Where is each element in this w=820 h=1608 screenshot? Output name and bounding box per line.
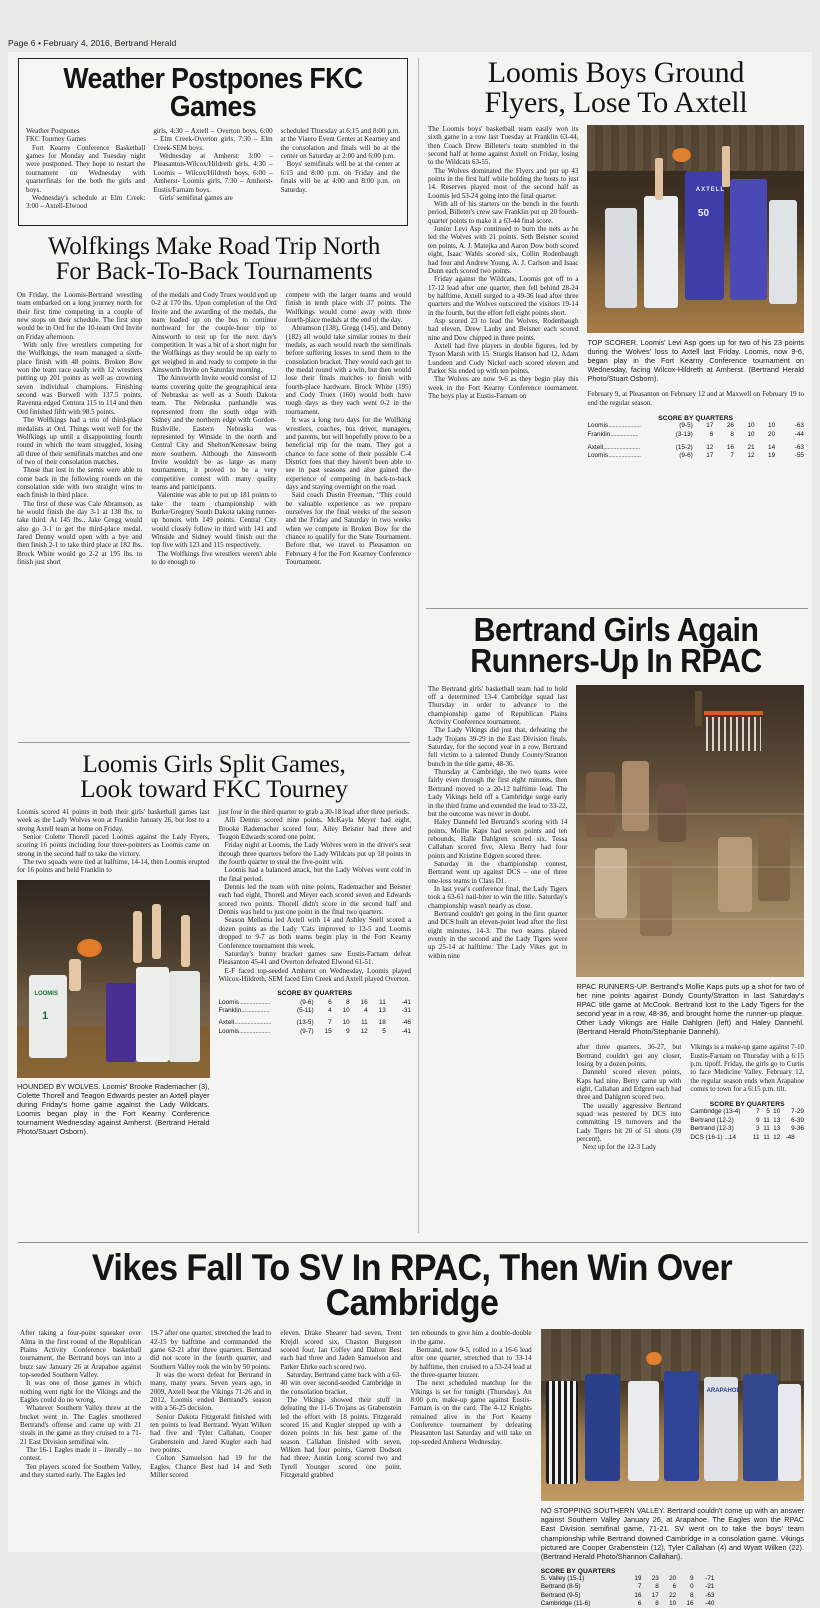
article-bertrand-girls — [424, 611, 808, 1232]
table-row: Cambridge (11-6) 6 8 10 16 -40 — [540, 1600, 715, 1608]
loomis-girls-headline-line1: Loomis Girls Split Games, — [82, 751, 346, 778]
table-row: Cambridge (13-4) 7 5 10 7 -29 — [690, 1108, 804, 1116]
vikes-score-title: SCORE BY QUARTERS — [540, 1567, 616, 1575]
loomis-boys-score-table — [587, 422, 804, 461]
bertrand-girls-photo-caption: RPAC RUNNERS-UP. Bertrand's Mollie Kaps puts up a shot for two of her nine points against Dundy County/Stratton in last Saturday's RPAC title game at McCook. Bertrand lost to the Lady Tigers for the second year in a row, 48-36, and brought home the runner-up plaque. Other Lady Vikings are Halle Dahlgren (left) and Haley Dannehl. (Bertrand Herald Photo/Stephanie Dannehl). — [576, 981, 804, 1037]
bertrand-girls-score-title: SCORE BY QUARTERS — [709, 1101, 785, 1109]
loomis-boys-headline-line1: Loomis Boys Ground — [487, 56, 745, 89]
table-row: S. Valley (15-1) 19 23 20 9 -71 — [540, 1574, 715, 1582]
table-row: Bertrand (8-5) 7 8 6 0 -21 — [540, 1583, 715, 1591]
table-row: Franklin................... (3-13) 6 8 10 20 -44 — [587, 430, 804, 438]
table-row: Loomis...................... (9-5) 17 26 10 10 -63 — [587, 422, 804, 430]
wolfkings-col-2: of the medals and Cody Truex would end up 0-2 at 170 lbs. Upon completion of the Ord Invite and the awarding of the medals, the team loaded up on the bus to continue northward for the couple-hour trip to Ainsworth to rest up for the next day's competition. It was a bit of a short night for the Wolfkings as they would be up early to get weighed in and ready to compete in the Ainsworth Invite on Saturday morning. The Ainsworth Invite would consist of 12 teams covering quite the geographical area of Nebraska as well as a South Dakota team. The Nebraska panhandle was represented from the south edge with Sidney and the northern edge with Gordon-Rushville. Eastern Nebraska was represented by Winside in the north and Central City and Shelton/Kenesaw being more southern. Although the Ainsworth Invite wouldn't be as large as many tournaments, it proved to be a very competitive contest with many quality teams and participants. Valentine was able to put up 181 points to take the team championship with Burke/Gregory South Dakota taking runner-up honors with 149 points. Central City would closely follow in third with 141 and Winside and Sidney would finish out the top five with 123 and 115 respectively. The Wolfkings five wrestlers weren't able to do enough to — [151, 291, 277, 566]
loomis-boys-col-1: The Loomis boys' basketball team easily won its sixth game in a row last Tuesday at Franklin 63-44, then Coach Drew Billeter's team stumbled in the second half at home against Axtell on Friday, losing to the Wildcats 63-55. The Wolves dominated the Flyers and put up 43 points in the first half while holding the hosts to just 14. Reserves played most of the second half as Loomis led 53-24 going into the final quarter. With all of his starters on the bench in the fourth period, Billeter's crew saw Franklin put up 20 fourth-quarter points to make it a 63-44 final score. Junior Levi Asp continued to burn the nets as he led the Wolves with 21 points. Seth Beisner scored ten points, A. J. Matejka and Aaron Dow both scored eight, Isaac Wahls scored six, Collin Rodenbaugh had four and Andrew Young, A. J. Carlson and Isaac Dunn each scored two points. Friday against the Wildcats, Loomis got off to a 17-12 lead after one quarter, then fell behind 28-24 by halftime. Axtell surged to a 49-36 lead after three quarters and the Wolves outscored the visitors 19-14 in the fourth, but the effort fell eight points short. Asp scored 23 to lead the Wolves, Rodenbaugh had eleven, Drew Lauby and Beisner each scored nine and Dow chipped in three points. Axtell had five players in double figures, led by Tyson Marsh with 15. Sturgis Hanson had 12, Adam Lundeen and Cody Nickel each scored eleven and Parker Sis ended up with ten points. The Wolves are now 9-6 as they begin play this week in the Fort Kearny Conference tournament. The boys play at Eustis-Farnam on — [428, 125, 579, 400]
photo-vikes-southern-valley: ARAPAHOE — [541, 1329, 804, 1501]
score-team: Loomis — [218, 998, 240, 1006]
vikes-col-4: ten rebounds to give him a double-double in the game. Bertrand, now 9-5, rolled to a 16-6 lead after one quarter, stretched that to 33-14 by halftime, then cruised to a 53-24 lead at the three-quarter buzzer. The next scheduled matchup for the Vikings is set for tonight (Thursday). An 8:00 p.m. make-up game against Eustis-Farnam is on the card. The 4-12 Knights remained alive in the Fort Kearny Conference tournament by defeating Pleasanton last Saturday and will take on top-seeded Amherst Wednesday. — [410, 1329, 532, 1446]
loomis-girls-score-title: SCORE BY QUARTERS — [277, 990, 353, 998]
divider-center-vertical — [418, 58, 419, 1233]
table-row: Bertrand (9-5) 16 17 22 8 -63 — [540, 1591, 715, 1599]
loomis-boys-tail: February 9, at Pleasanton on February 12 and at Maxwell on February 19 to end the regular season. — [587, 390, 804, 407]
table-row: Loomis..................... (9-6) 6 8 16 11 -41 — [218, 998, 411, 1006]
divider-vikes-top — [18, 1242, 808, 1243]
bertrand-girls-score-table — [690, 1108, 804, 1142]
loomis-girls-photo-caption: HOUNDED BY WOLVES. Loomis' Brooke Rademacher (3), Colette Thorell and Teagon Edwards pester an Axtell player during Friday's home game against the Lady Wildcats. Loomis began play in the Fort Kearny Conference tournament Wednesday against Amherst. (Bertrand Herald Photo/Stuart Osborn). — [17, 1081, 210, 1137]
table-row: Axtell......................... (15-2) 12 16 21 14 -63 — [587, 443, 804, 451]
vikes-score-table — [541, 1575, 715, 1608]
vikes-photo-caption: NO STOPPING SOUTHERN VALLEY. Bertrand couldn't come up with an answer against Southern Valley January 26, at Arapahoe. The Eagles won the RPAC East Division semifinal game, 71-21. SV went on to take the boys' team championship while Bertrand downed Cambridge in a consolation game. Vikings pictured are Cooper Grabenstein (12), Tyler Callahan (4) and Wyatt Wilken (22). (Bertrand Herald Photo/Shannon Callahan). — [540, 1506, 804, 1561]
article-weather-postpones — [18, 58, 408, 226]
weather-col-1: Weather Postpones FKC Tourney Games Fort Kearny Conference Basketball games for Monday and Tuesday night were postponed. They hope to restart the tournament on Wednesday with quarterfinals for the both the girls and boys. Wednesday's schedule at Elm Creek: 3:00 – Axtell-Elwood — [26, 127, 146, 211]
bertrand-girls-col-2: after three quarters, 36-27, but Bertrand couldn't get any closer, losing by a dozen points. Dannehl scored eleven points, Kaps had nine, Berry came up with eight, Callahan and Edgren each had three and Dahlgren scored two. The usually aggressive Bertrand squad was pestered by DCS into committing 19 turnovers and the Lady Tigers hit 20 of 51 shots (39 percent). Next up for the 12-3 Lady — [576, 1043, 682, 1152]
bertrand-girls-headline-line2: Runners-Up In RPAC — [470, 642, 762, 680]
table-row: Franklin................... (5-11) 4 10 4 13 -31 — [218, 1006, 411, 1014]
weather-headline: Weather Postpones FKC Games — [63, 63, 363, 123]
weather-col-2: girls, 4:30 – Axtell – Overton boys, 6:00 – Elm Creek-Overton girls, 7:30 – Elm Creek-SEM boys. Wednesday at Amherst: 3:00 – Pleasanton-Wilcox/Hildreth girls, 4:30 – Loomis – Wilcox/Hildreth boys, 6:00 – Amherst- Loomis girls, 7:30 – Amherst- Eustis/Farnam boys. Girls' semifinal games are — [153, 127, 273, 202]
loomis-boys-score-title: SCORE BY QUARTERS — [658, 415, 734, 423]
wolfkings-headline-line2: For Back-To-Back Tournaments — [55, 258, 373, 285]
wolfkings-col-3: compete with the larger teams and would finish in tenth place with 37 points. The Wolfkings would come away with three fourth-place medals at the end of the day. Abramson (138), Gregg (145), and Denny (182) all would take similar routes to their medals, as each would reach the semifinals before suffering losses to send them to the consolation bracket. They would each get to the medal round with a win, but then would lose their finals matches to finish with fourth-place hardware. Brock White (195) and Cody Truex (160) would both have tough days as they each went 0-2 in the tournament. It was a long two days for the Wolfking wrestlers, coaches, bus driver, managers, and parents, but will hopefully prove to be a beneficial trip for the team. They got a chance to face some of their possible C-4 District foes that they haven't been able to see in past seasons and also gained the experience of competing in back-to-back days and staying overnight on the road. Said coach Dustin Freeman, "This could be valuable experience as we prepare ourselves for the final weeks of the season and the Friday and Saturday in two weeks when we compete in Broken Bow for the chance to qualify for the State Tournament. Before that, we travel to Pleasanton on February 4 for the Fort Kearney Conference Tournament. — [285, 291, 411, 566]
bertrand-girls-col-3: Vikings is a make-up game against 7-10 Eustis-Farnam on Thursday with a 6:15 p.m. tipoff. Friday, the girls go to Curtis to face Medicine Valley. February 12, the regular season ends when Arapahoe comes to town for a 6:15 p.m. tilt. — [690, 1043, 804, 1093]
article-vikes — [14, 1247, 810, 1608]
page-sheet — [8, 52, 812, 1608]
page-folio: Page 6 • February 4, 2016, Bertrand Herald — [8, 38, 177, 48]
divider-wolfkings-bottom — [18, 742, 410, 743]
bertrand-girls-headline-line1: Bertrand Girls Again — [473, 611, 759, 648]
vikes-col-3: eleven. Drake Shearer had seven, Trent Krejdl scored six, Chaston Burgeson scored four, Ian Coffey and Dalton Best each had three and Jaden Samuelson and Parker Ehrke each scored two. Saturday, Bertrand came back with a 63-40 win over second-seeded Cambridge in the consolation bracket. The Vikings showed their stuff in defeating the 11-6 Trojans as Grabenstein led the effort with 18 points. Fitzgerald scored 16 and Kugler stepped up with a dozen points in his best game of the season. Callahan finished with seven, Wilken had four points, Garrett Dodson had three, Austin Long scored two and Tyrell Younger scored one point. Fitzgerald grabbed — [280, 1329, 402, 1480]
loomis-girls-headline-line2: Look toward FKC Tourney — [80, 776, 348, 803]
score-record: (9-6) — [300, 998, 314, 1006]
table-row: Loomis..................... (9-7) 15 9 12 5 -41 — [218, 1027, 411, 1035]
vikes-headline: Vikes Fall To SV In RPAC, Then Win Over Cambridge — [91, 1247, 733, 1324]
article-wolfkings — [12, 234, 416, 734]
table-row: Loomis...................... (9-6) 17 7 12 19 -55 — [587, 452, 804, 460]
loomis-girls-col-1: Loomis scored 41 points in both their girls' basketball games last week as the Lady Wolves won at Franklin January 26, but lost to a strong Axtell team at home on Friday. Senior Colette Thorell paced Loomis against the Lady Flyers, scoring 16 points including four three-pointers as Loomis came on strong in the second half to take the victory. The two squads were tied at halftime, 14-14, then Loomis erupted for 16 points and held Franklin to — [17, 808, 210, 875]
article-loomis-boys — [424, 58, 808, 603]
article-loomis-girls — [12, 752, 416, 1192]
bertrand-girls-col-1: The Bertrand girls' basketball team had to hold off a determined 13-4 Cambridge squad last Thursday in order to advance to the championship game of Republican Plains Activity Conference tournament. The Lady Vikings did just that, defeating the Lady Trojans 39-29 in the East Division finals. Saturday, for the second year in a row, Bertrand fell victim to a talented Dundy County/Stratton bunch in the title game, 48-36. Thursday at Cambridge, the two teams were fairly even through the first eight minutes, then Bertrand moved to a 20-12 halftime lead. The Lady Vikings held off a Cambridge surge early in the third frame and extended the lead to 33-22, but the outcome was never in doubt. Haley Dannehl led Bertrand's scoring with 14 points, Mollie Kaps had seven points and ten rebounds, Halle Dahlgren scored six, Tessa Callahan scored five, Alexa Berry had four points and Kristine Edgren scored three. Saturday in the championship contest, Bertrand went up against DCS – one of three one-loss teams in Class D1. In last year's conference final, the Lady Tigers took a 63-61 nail-biter to win the title. Saturday's championship wasn't nearly as close. Bertrand couldn't get going in the first quarter and DCS built an eleven-point lead after the first eight minutes, 14-3. The two teams played evenly in the second and the Lady Tigers were up 25-14 at halftime. The Lady Vikes got to within nine — [428, 684, 568, 960]
divider-loomis-boys-bottom — [426, 608, 808, 609]
table-row: DCS (16-1) ...14 11 11 12 -48 — [690, 1133, 795, 1141]
loomis-girls-col-2: just four in the third quarter to grab a 30-18 lead after three periods. Alli Dennis scored nine points, McKayla Meyer had eight, Brooke Rademacher scored four, Ailey Beisner had three and Teagon Edwards scored one point. Friday night at Loomis, the Lady Wolves were in the driver's seat through three quarters before the Lady Wildcats put up 18 points in the fourth quarter to steal the five-point win. Loomis had a balanced attack, but the Lady Wolves went cold in the final period. Dennis led the team with nine points, Rademacher and Beisner each had eight, Thorell and Meyer each scored seven and Edwards scored two points. Thorell didn't score in the second half and Dennis was held to just one point in the final two quarters. Season Mellema led Axtell with 14 and Ashley Snell scored a dozen points as the Lady 'Cats improved to 13-5 and Loomis dropped to 9-7 as both teams begin play in the Fort Kearny Conference tournament this week. Saturday's bunny bracket games saw Eustis-Farnam defeat Pleasanton 45-41 and Overton defeated Elwood 61-51. E-F faced top-seeded Amherst on Wednesday, Loomis played Wilcox-Hildreth, SEM faced Elm Creek and Axtell played Overton. SCORE BY QUARTERS Loomis..................... (9-6) 6 8 16 11 -41 Franklin................... (5-11) 4 10 4 13 -31 Axtell......................... (13-5) 7 10 11 18 -46 Loomis..................... (9-7) 15 9 12 5 -41 — [218, 808, 411, 1035]
vikes-col-2: 19-7 after one quarter, stretched the lead to 42-15 by halftime and commanded the game 62-21 after three quarters. Bertrand did not score in the fourth quarter, and Southern Valley took the win by 50 points. It was the worst defeat for Bertrand in many, many years. Seven years ago, in 2009, Axtell beat the Vikings 71-26 and in 2012, Loomis ended Bertrand's season with a 56-25 decision. Senior Dakota Fitzgerald finished with ten points to lead Bertrand. Wyatt Wilken had five and Tyler Callahan, Cooper Grabenstein and Jared Kugler each had two points. Colton Samuelson had 19 for the Eagles, Chance Best had 14 and Seth Miller scored — [150, 1329, 272, 1480]
photo-loomis-girls-action: LOOMIS 1 — [17, 880, 210, 1078]
table-row: Bertrand (12-2) 9 11 13 6 -39 — [690, 1116, 804, 1124]
loomis-girls-score-table — [219, 999, 412, 1037]
table-row: Bertrand (12-3) 3 11 13 9 -36 — [690, 1125, 804, 1133]
weather-col-3: scheduled Thursday at 6:15 and 8:00 p.m. at the Viaero Event Center at Kearney and the consolation and finals will be at the center on Saturday at 2:00 and 6:00 p.m. Boys' semifinals will be at the center at 6:15 and 8:00 p.m. on Friday and the finals will be at 4:00 and 8:00 p.m. on Saturday. — [280, 127, 400, 194]
wolfkings-col-1: On Friday, the Loomis-Bertrand wrestling team embarked on a long journey north for their first time competing in a couple of new stops on their schedule. The first stop would be in Ord for the 10-team Ord Invite on Friday afternoon. With only five wrestlers competing for the Wolfkings, the team managed a sixth-place finish with 48 points. Broken Bow won the team race easily with 12 wrestlers putting up 201 points as well as crowning seven individual champions. Finishing second was Burwell with 137.5 points. Ravenna edged Centura 115 to 114 and then Ord finished fifth with 98.5 points. The Wolfkings had a trio of third-place medalists at Ord. Things went well for the Wolfkings up until a disappointing fourth round in which the team struggled, losing all three of their semifinals matches and one of two of their consolation matches. Those that lost in the semis were able to come back in the following rounds on the consolation side with two straight wins to each finish in third place. The first of these was Cale Abramson, as he would finish the day 3-1 at 138 lbs. to take third. At 145 lbs., Jake Gregg would also go 3-1 to get the third-place medal. Jared Denny would open with a bye and then finish 2-1 to take third place at 182 lbs. Brock White would go 2-2 at 195 lbs. to finish just short — [17, 291, 143, 566]
photo-bertrand-girls-rpac — [576, 685, 804, 977]
wolfkings-headline-line1: Wolfkings Make Road Trip North — [47, 233, 381, 260]
table-row: Axtell......................... (13-5) 7 10 11 18 -46 — [218, 1019, 411, 1027]
photo-loomis-boys-action: AXTELL 50 — [587, 125, 804, 333]
loomis-boys-headline-line2: Flyers, Lose To Axtell — [484, 86, 748, 119]
loomis-boys-photo-caption: TOP SCORER. Loomis' Levi Asp goes up for two of his 23 points during the Wolves' loss to Axtell last Friday. Loomis, now 9-6, began play in the Fort Kearny Conference tournament on Wednesday, facing Wilcox-Hildreth at Amherst. (Bertrand Herald Photo/Stuart Osborn). — [587, 338, 804, 384]
vikes-col-1: After taking a four-point squeaker over Alma in the first round of the Republican Plains Activity Conference basketball tournament, the Bertrand boys ran into a buzz saw January 26 at Arapahoe against top-seeded Southern Valley. It was one of those games in which nothing went right for the Vikings and the Eagles could do no wrong. Whatever Southern Valley threw at the bucket went in. The Eagles smothered Bertrand's offense and came up with 21 steals in the game as they cruised to a 71-21 East Division semifinal win. The 16-1 Eagles made it – literally – no contest. Ten players scored for Southern Valley, and they started early. The Eagles led — [20, 1329, 142, 1480]
